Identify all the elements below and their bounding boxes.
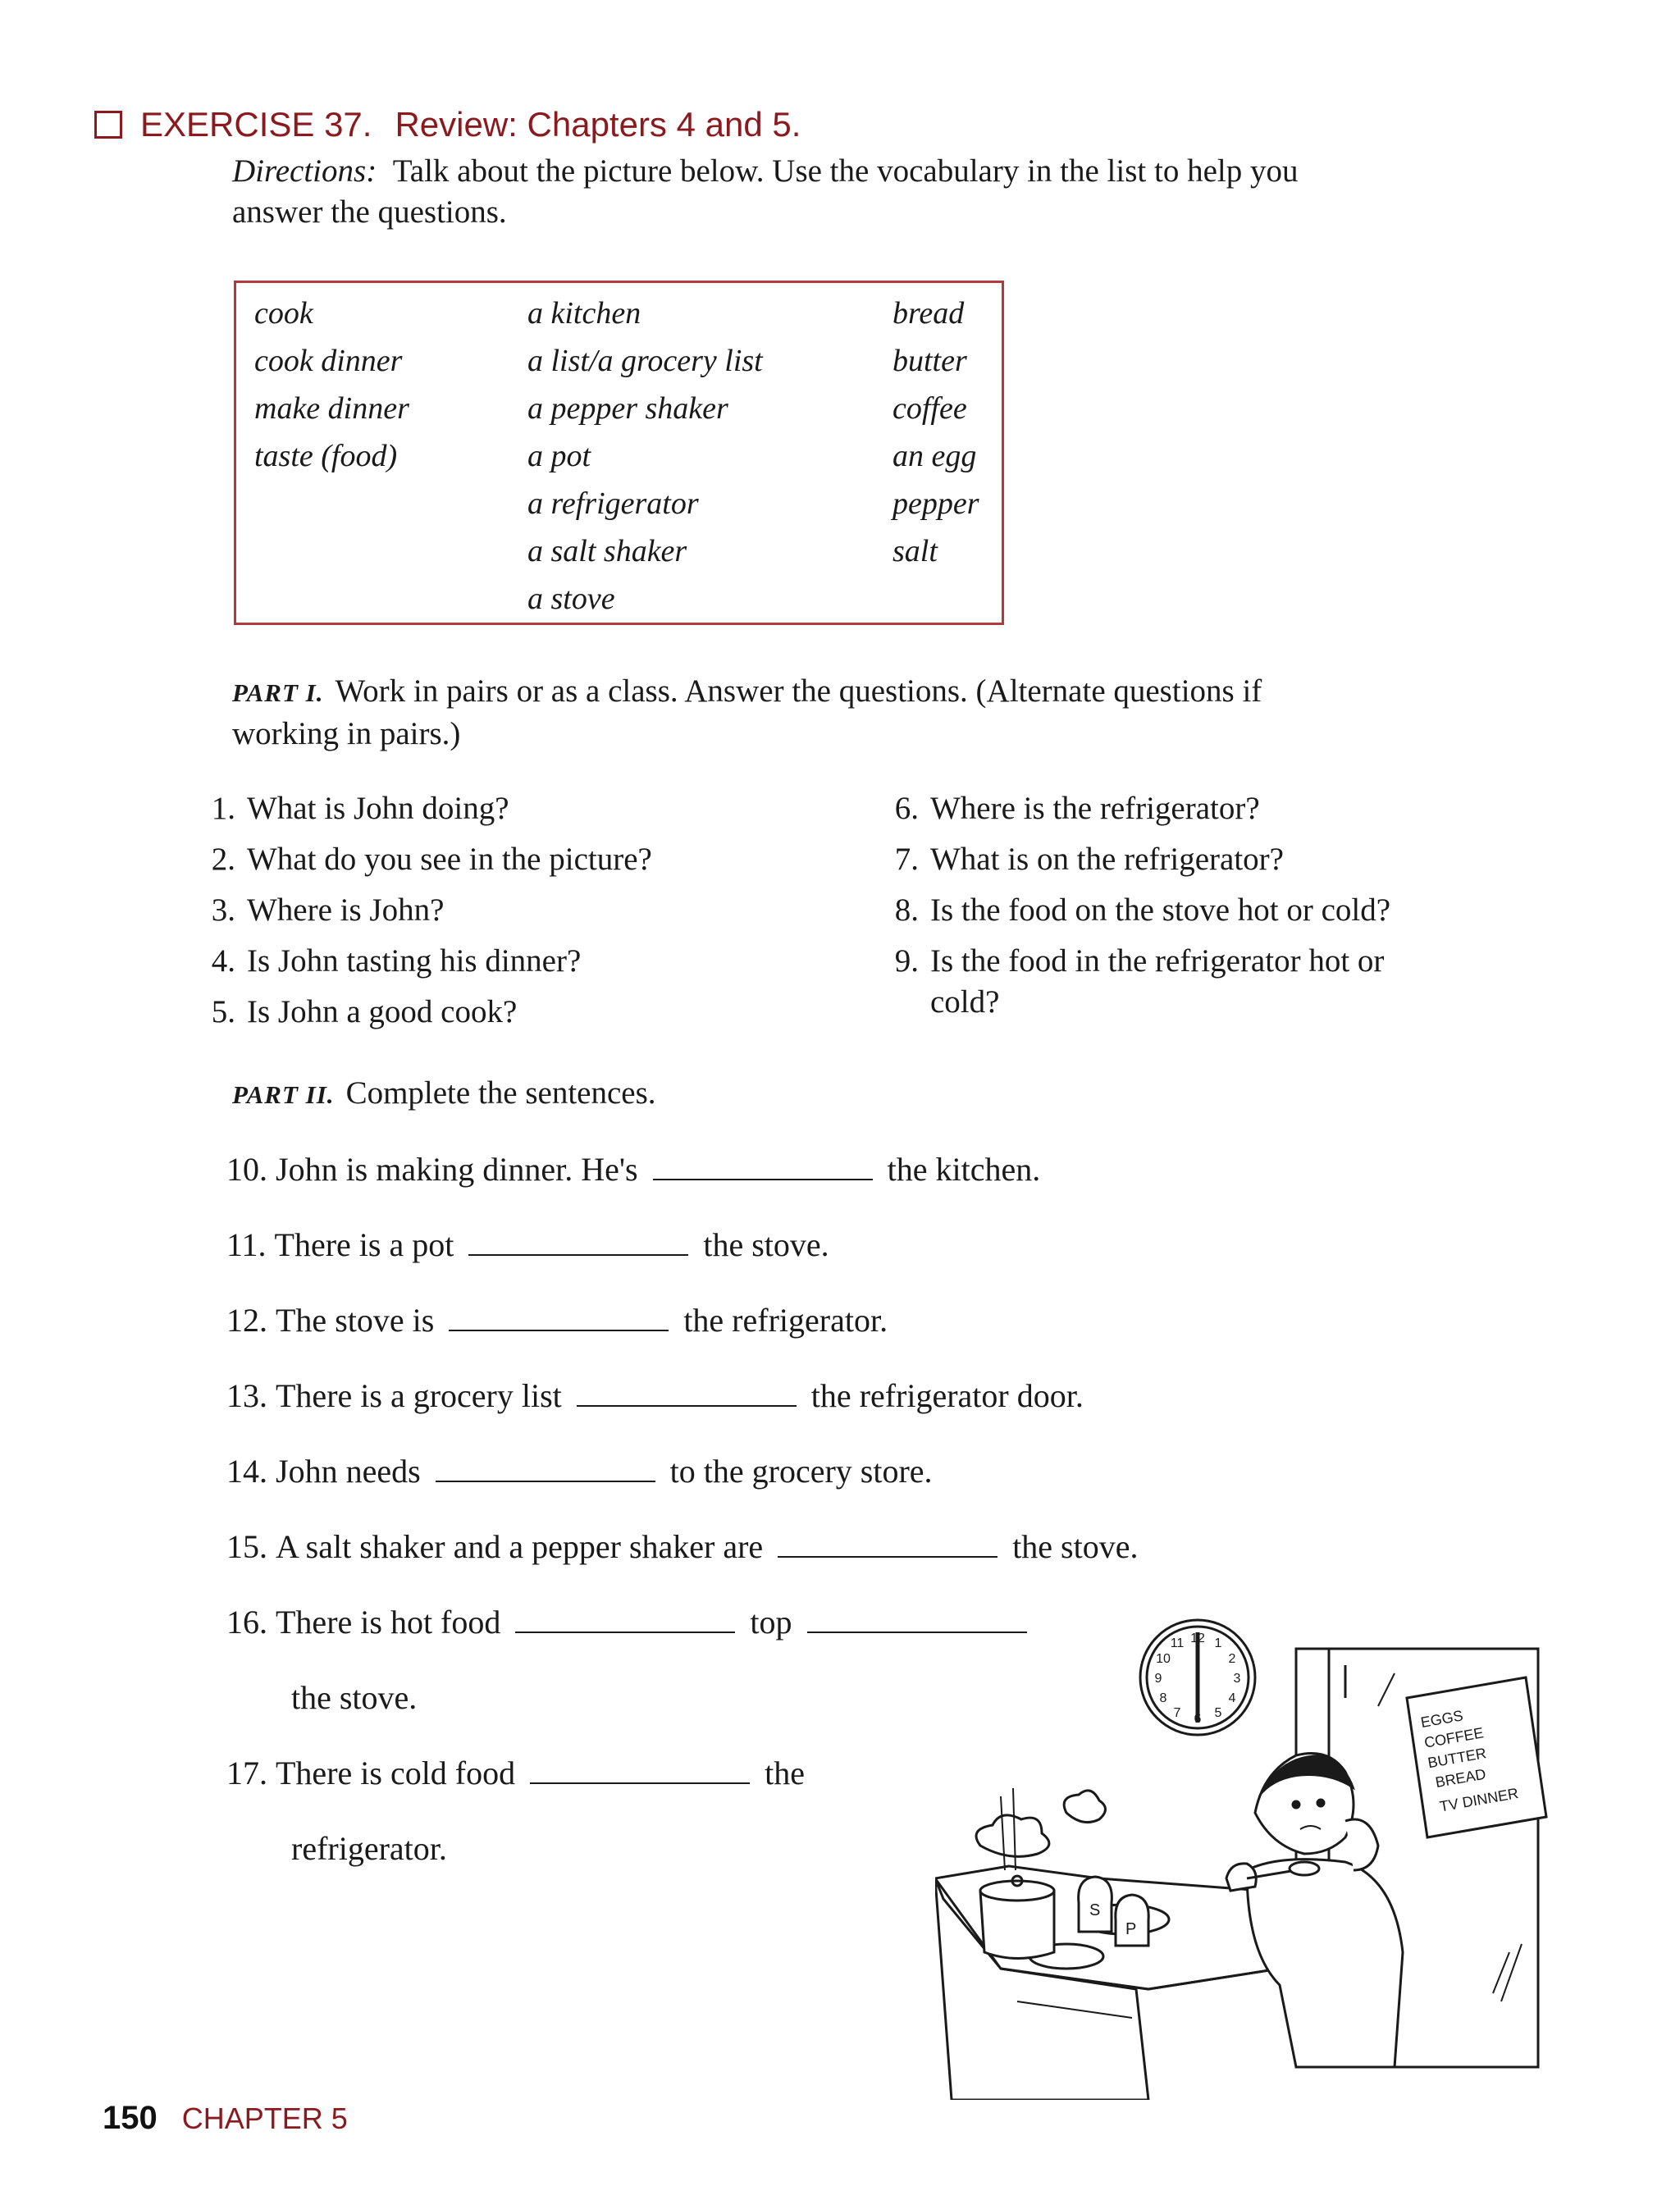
sentence-continuation: the stove.: [291, 1679, 418, 1716]
question: 3. Where is John?: [211, 892, 445, 928]
question: 1. What is John doing?: [211, 791, 509, 826]
vocab-item: coffee: [892, 391, 967, 426]
vocab-item: an egg: [892, 439, 977, 473]
part-1-text-1: Work in pairs or as a class. Answer the questions. (Alternate questions if: [335, 673, 1262, 709]
question: 9. Is the food in the refrigerator hot or: [894, 943, 1385, 979]
sentence: 14. John needs to the grocery store.: [226, 1453, 933, 1490]
answer-blank[interactable]: [468, 1230, 688, 1256]
answer-blank[interactable]: [449, 1305, 669, 1331]
exercise-heading: [94, 105, 801, 144]
answer-blank[interactable]: [436, 1456, 655, 1482]
salt-shaker-icon: [1079, 1877, 1112, 1932]
grocery-list-item: COFFEE: [1422, 1724, 1486, 1751]
clock-number: 12: [1190, 1632, 1205, 1645]
part-1-text-2: working in pairs.): [232, 716, 461, 751]
answer-blank[interactable]: [653, 1154, 873, 1180]
grocery-list-item: TV DINNER: [1438, 1785, 1520, 1815]
vocab-item: a list/a grocery list: [527, 344, 763, 378]
clock-icon: [1140, 1620, 1255, 1735]
grocery-list-item: EGGS: [1419, 1707, 1465, 1732]
clock-number: 5: [1214, 1706, 1222, 1720]
sentence: 12. The stove is the refrigerator.: [226, 1302, 888, 1339]
sentence: 13. There is a grocery list the refrigerator door.: [226, 1377, 1084, 1414]
kitchen-illustration: [935, 1608, 1559, 2100]
vocab-item: a stove: [527, 582, 615, 616]
exercise-number: EXERCISE 37.: [140, 105, 372, 144]
clock-number: 4: [1228, 1691, 1236, 1705]
clock-number: 1: [1214, 1636, 1222, 1650]
grocery-list-item: BREAD: [1434, 1765, 1487, 1791]
salt-label: S: [1089, 1901, 1101, 1919]
question: 8. Is the food on the stove hot or cold?: [894, 892, 1391, 928]
page-footer: [103, 2100, 348, 2137]
question-continuation: cold?: [930, 984, 1000, 1020]
sentence: 16. There is hot food top: [226, 1603, 1042, 1641]
checkbox-icon: [94, 111, 122, 139]
clock-number: 9: [1154, 1672, 1162, 1686]
sentence: 17. There is cold food the: [226, 1755, 806, 1791]
grocery-list: [1407, 1677, 1546, 1837]
clock-number: 6: [1194, 1712, 1202, 1726]
grocery-list-item: BUTTER: [1427, 1745, 1488, 1772]
question: 7. What is on the refrigerator?: [894, 842, 1284, 877]
vocab-item: cook dinner: [254, 344, 403, 378]
vocab-item: a pepper shaker: [527, 391, 728, 426]
sentence-continuation: refrigerator.: [291, 1830, 447, 1867]
vocab-column-foods: [892, 290, 979, 575]
part-1-label: PART I.: [232, 678, 324, 707]
answer-blank[interactable]: [778, 1531, 998, 1558]
page-number: 150: [103, 2100, 158, 2136]
vocab-item: pepper: [892, 486, 979, 521]
vocab-item: cook: [254, 296, 313, 331]
answer-blank[interactable]: [530, 1758, 750, 1784]
vocab-item: a kitchen: [527, 296, 641, 331]
part-2-text: Complete the sentences.: [345, 1075, 656, 1111]
question: 2. What do you see in the picture?: [211, 842, 652, 877]
vocabulary-box: [234, 281, 1004, 625]
directions-line-2: answer the questions.: [232, 194, 507, 230]
question: 6. Where is the refrigerator?: [894, 791, 1260, 826]
directions-line-1: Talk about the picture below. Use the vocabulary in the list to help you: [392, 153, 1299, 189]
vocab-item: a refrigerator: [527, 486, 699, 521]
sentence: 10. John is making dinner. He's the kitchen.: [226, 1151, 1041, 1188]
clock-number: 3: [1233, 1672, 1241, 1686]
clock-number: 7: [1173, 1706, 1181, 1720]
chapter-label: CHAPTER 5: [181, 2102, 348, 2135]
clock-number: 11: [1170, 1636, 1185, 1650]
clock-number: 10: [1156, 1652, 1171, 1666]
directions: [232, 151, 1528, 233]
sentence: 15. A salt shaker and a pepper shaker are the stove.: [226, 1528, 1139, 1565]
clock-number: 8: [1159, 1691, 1167, 1705]
vocab-column-verbs: [254, 290, 409, 480]
part-2-intro: [232, 1073, 656, 1116]
exercise-title: Review: Chapters 4 and 5.: [395, 105, 801, 144]
vocab-item: taste (food): [254, 439, 398, 473]
vocab-column-nouns: [527, 290, 763, 623]
answer-blank[interactable]: [577, 1381, 797, 1407]
question: 5. Is John a good cook?: [211, 994, 518, 1029]
pepper-label: P: [1125, 1920, 1137, 1938]
clock-number: 2: [1228, 1652, 1236, 1666]
vocab-item: a pot: [527, 439, 591, 473]
part-1-intro: [232, 671, 1528, 755]
vocab-item: bread: [892, 296, 965, 331]
pepper-shaker-icon: [1116, 1895, 1148, 1946]
part-2-label: PART II.: [232, 1080, 335, 1109]
vocab-item: butter: [892, 344, 967, 378]
vocab-item: a salt shaker: [527, 534, 687, 568]
sentence: 11. There is a pot the stove.: [226, 1226, 829, 1263]
directions-label: Directions:: [232, 153, 377, 189]
vocab-item: salt: [892, 534, 938, 568]
vocab-item: make dinner: [254, 391, 409, 426]
question: 4. Is John tasting his dinner?: [211, 943, 582, 979]
answer-blank[interactable]: [515, 1607, 735, 1633]
